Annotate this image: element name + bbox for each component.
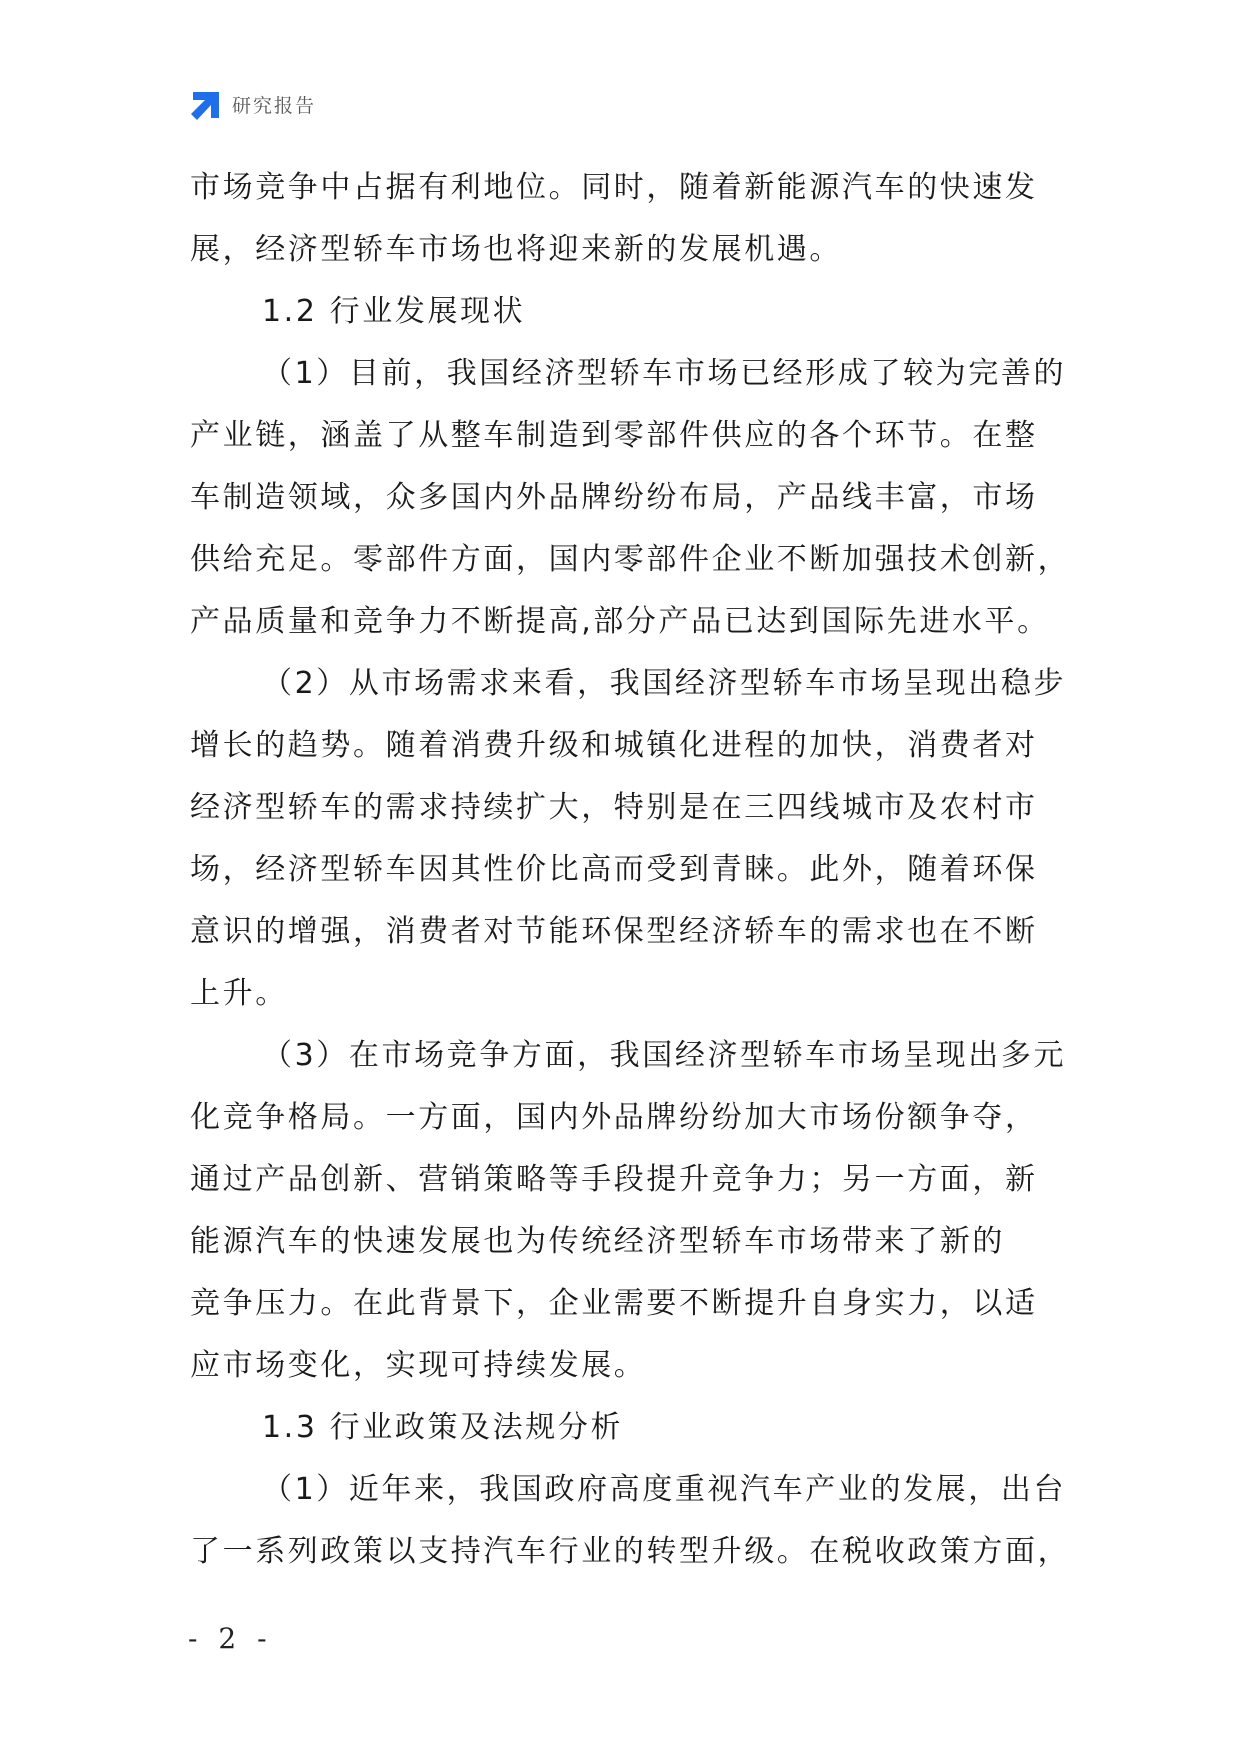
text-line: 通过产品创新、营销策略等手段提升竞争力；另一方面，新 bbox=[190, 1162, 1038, 1197]
paragraph-start: （2）从市场需求来看，我国经济型轿车市场呈现出稳步 bbox=[262, 666, 1067, 701]
text-line: 场，经济型轿车因其性价比高而受到青睐。此外，随着环保 bbox=[190, 852, 1038, 887]
text-line: 经济型轿车的需求持续扩大，特别是在三四线城市及农村市 bbox=[190, 790, 1038, 825]
document-body bbox=[190, 157, 1071, 1583]
report-header bbox=[188, 88, 316, 124]
text-line: 意识的增强，消费者对节能环保型经济轿车的需求也在不断 bbox=[190, 914, 1038, 949]
text-line: 上升。 bbox=[190, 976, 288, 1011]
paragraph-start: （1）目前，我国经济型轿车市场已经形成了较为完善的 bbox=[262, 356, 1067, 391]
text-line: 产业链，涵盖了从整车制造到零部件供应的各个环节。在整 bbox=[190, 418, 1038, 453]
text-line: 能源汽车的快速发展也为传统经济型轿车市场带来了新的 bbox=[190, 1224, 1005, 1259]
text-line: 供给充足。零部件方面，国内零部件企业不断加强技术创新， bbox=[190, 542, 1071, 577]
text-line: 展，经济型轿车市场也将迎来新的发展机遇。 bbox=[190, 232, 842, 267]
text-line: 化竞争格局。一方面，国内外品牌纷纷加大市场份额争夺， bbox=[190, 1100, 1038, 1135]
text-line: 了一系列政策以支持汽车行业的转型升级。在税收政策方面， bbox=[190, 1534, 1071, 1569]
paragraph-start: （3）在市场竞争方面，我国经济型轿车市场呈现出多元 bbox=[262, 1038, 1067, 1073]
text-line: 车制造领域，众多国内外品牌纷纷布局，产品线丰富，市场 bbox=[190, 480, 1038, 515]
section-heading-1-3: 1.3 行业政策及法规分析 bbox=[262, 1410, 624, 1445]
section-heading-1-2: 1.2 行业发展现状 bbox=[262, 294, 526, 329]
paragraph-start: （1）近年来，我国政府高度重视汽车产业的发展，出台 bbox=[262, 1472, 1067, 1507]
text-line: 竞争压力。在此背景下，企业需要不断提升自身实力，以适 bbox=[190, 1286, 1038, 1321]
arrow-logo-icon bbox=[188, 89, 222, 123]
text-line: 产品质量和竞争力不断提高,部分产品已达到国际先进水平。 bbox=[190, 604, 1050, 639]
header-title: 研究报告 bbox=[232, 95, 317, 117]
text-line: 应市场变化，实现可持续发展。 bbox=[190, 1348, 647, 1383]
text-line: 市场竞争中占据有利地位。同时，随着新能源汽车的快速发 bbox=[190, 170, 1038, 205]
text-line: 增长的趋势。随着消费升级和城镇化进程的加快，消费者对 bbox=[190, 728, 1038, 763]
page-number: - 2 - bbox=[188, 1622, 273, 1655]
